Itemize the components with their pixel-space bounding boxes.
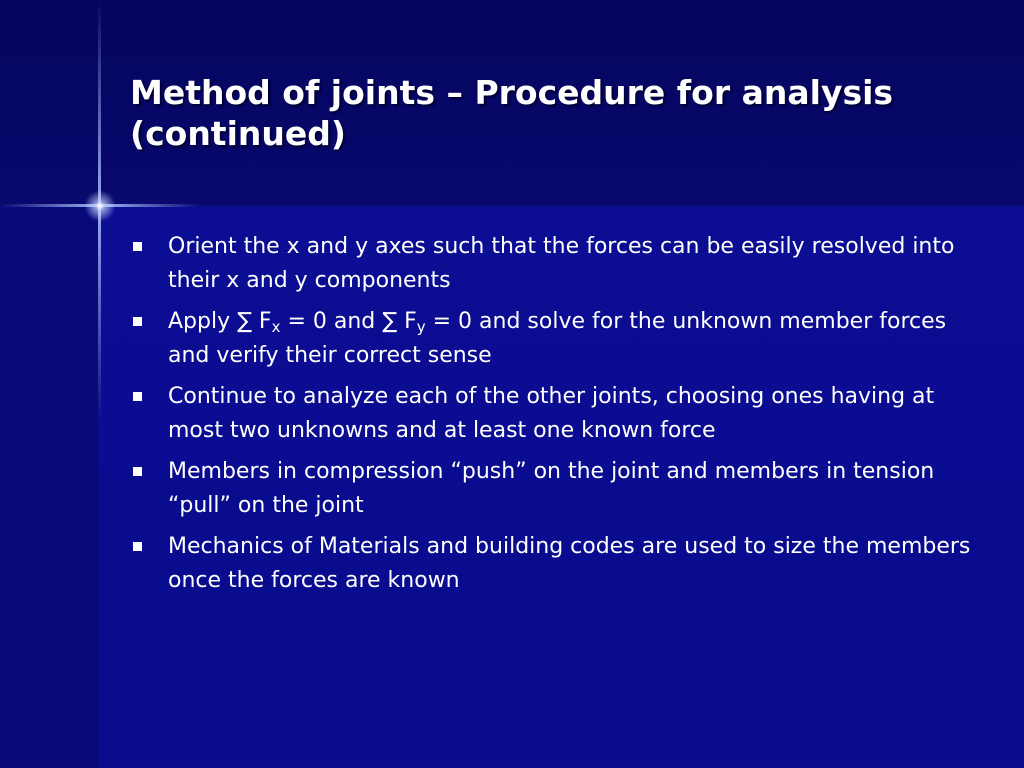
square-bullet-icon	[133, 542, 142, 551]
slide-title: Method of joints – Procedure for analysis (continued)	[130, 73, 894, 153]
square-bullet-icon	[133, 467, 142, 476]
bullet-item-5	[133, 530, 973, 598]
bullet-item-1	[133, 230, 973, 298]
slide-left-column	[0, 206, 99, 768]
bullet-text: Continue to analyze each of the other joints, choosing ones having at most two unknowns and at least one known force	[168, 384, 935, 443]
bullet-item-3	[133, 380, 973, 448]
decorative-star-glow	[84, 190, 116, 222]
subscript-x: x	[271, 318, 281, 336]
bullet-text-apply: Apply ∑ F	[168, 309, 272, 334]
bullet-text: Mechanics of Materials and building codes are used to size the members once the forces are known	[168, 534, 971, 593]
bullet-item-2	[133, 305, 973, 373]
bullet-text-mid: = 0 and ∑ F	[280, 309, 417, 334]
bullet-text: Orient the x and y axes such that the forces can be easily resolved into their x and y components	[168, 234, 955, 293]
bullet-text: Members in compression “push” on the joint and members in tension “pull” on the joint	[168, 459, 935, 518]
bullet-text-rest: = 0 and solve for the unknown member forces and verify their correct sense	[168, 309, 947, 368]
bullet-item-4	[133, 455, 973, 523]
square-bullet-icon	[133, 317, 142, 326]
square-bullet-icon	[133, 242, 142, 251]
decorative-vertical-line	[98, 0, 101, 768]
subscript-y: y	[416, 318, 426, 336]
square-bullet-icon	[133, 392, 142, 401]
bullet-list	[133, 230, 973, 605]
